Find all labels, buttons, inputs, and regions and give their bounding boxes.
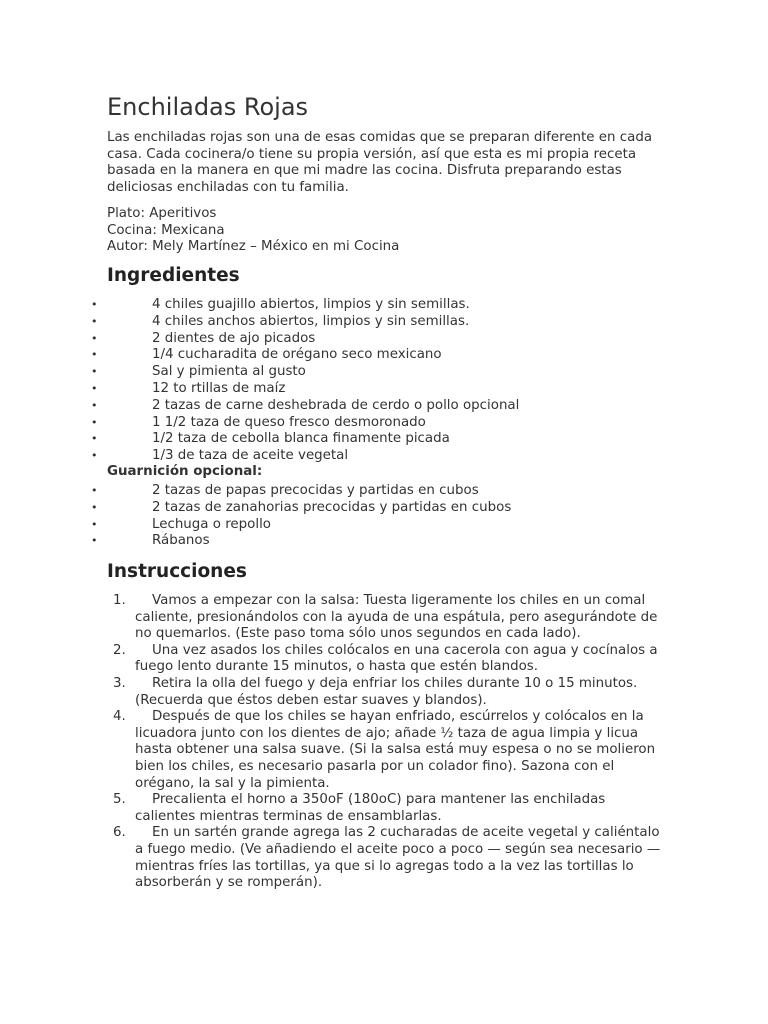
step-text: En un sartén grande agrega las 2 cucharadas de aceite vegetal y caliéntalo a fuego medio. (Ve añadiendo el aceite poco a poco — según sea necesario — mientras fríes las tortillas, ya que si lo agregas todo a la vez las tortillas lo absorberán y se romperán). — [135, 825, 661, 891]
recipe-intro: Las enchiladas rojas son una de esas comidas que se preparan diferente en cada casa. Cada cocinera/o tiene su propia versión, así que esta es mi propia receta basada en la manera en que mi madre las cocina. Disfruta preparando estas deliciosas enchiladas con tu familia. — [107, 130, 653, 195]
step-text: Una vez asados los chiles colócalos en una cacerola con agua y cocínalos a fuego lento durante 15 minutos, o hasta que estén blandos. — [135, 642, 658, 675]
list-item — [0, 676, 663, 709]
garnish-text: 2 tazas de zanahorias precocidas y partidas en cubos — [152, 499, 512, 515]
instructions-list — [0, 593, 663, 892]
recipe-title: Enchiladas Rojas — [107, 93, 309, 121]
ingredient-text: 1/3 de taza de aceite vegetal — [152, 448, 349, 464]
ingredient-text: 4 chiles anchos abiertos, limpios y sin semillas. — [152, 313, 470, 329]
step-number: 1. — [113, 593, 126, 608]
ingredient-text: 1/4 cucharadita de orégano seco mexicano — [152, 347, 442, 363]
step-number: 3. — [113, 675, 126, 691]
list-item — [0, 593, 663, 643]
list-item — [0, 792, 663, 825]
garnish-text: Rábanos — [152, 533, 210, 549]
step-text: Después de que los chiles se hayan enfriado, escúrrelos y colócalos en la licuadora junto con los dientes de ajo; añade ½ taza de agua limpia y licua hasta obtener una salsa suave. (Si la salsa está muy espesa o no se molieron bien los chiles, es necesario pasarla por un colador fino). Sazona con el orégano, la sal y la pimienta. — [135, 709, 656, 791]
step-number: 2. — [113, 642, 126, 658]
step-text: Precalienta el horno a 350oF (180oC) para mantener las enchiladas calientes mientras terminas de ensamblarlas. — [135, 792, 606, 824]
bullet-icon: • — [91, 534, 98, 548]
bullet-icon: • — [91, 331, 98, 345]
bullet-icon: • — [91, 365, 98, 379]
instructions-heading: Instrucciones — [107, 561, 247, 582]
list-item — [0, 825, 663, 891]
meta-author: Autor: Mely Martínez – México en mi Cocina — [107, 239, 400, 255]
bullet-icon: • — [91, 500, 98, 514]
meta-cuisine: Cocina: Mexicana — [107, 222, 225, 238]
step-number: 6. — [113, 825, 126, 841]
list-item — [0, 709, 663, 792]
garnish-text: Lechuga o repollo — [152, 516, 271, 532]
list-item — [0, 643, 663, 676]
garnish-text: 2 tazas de papas precocidas y partidas en cubos — [152, 483, 479, 498]
garnish-heading: Guarnición opcional: — [107, 464, 263, 479]
bullet-icon: • — [91, 348, 98, 362]
step-number: 5. — [113, 792, 126, 808]
step-text: Vamos a empezar con la salsa: Tuesta ligeramente los chiles en un comal caliente, presionándolos con la ayuda de una espátula, pero asegurándote de no quemarlos. (Este paso toma sólo unos segundos en cada lado). — [135, 593, 658, 642]
meta-dish: Plato: Aperitivos — [107, 206, 217, 221]
bullet-icon: • — [91, 517, 98, 531]
bullet-icon: • — [91, 314, 98, 328]
bullet-icon: • — [91, 415, 98, 429]
ingredient-text: 1 1/2 taza de queso fresco desmoronado — [152, 414, 426, 430]
step-text: Retira la olla del fuego y deja enfriar los chiles durante 10 o 15 minutos. (Recuerda que éstos deben estar suaves y blandos). — [135, 675, 638, 708]
bullet-icon: • — [91, 432, 98, 446]
recipe-meta — [107, 206, 399, 256]
ingredient-text: 1/2 taza de cebolla blanca finamente picada — [152, 431, 450, 447]
bullet-icon: • — [91, 298, 98, 311]
bullet-icon: • — [91, 381, 98, 395]
step-number: 4. — [113, 709, 126, 725]
bullet-icon: • — [91, 398, 98, 412]
ingredient-text: 2 tazas de carne deshebrada de cerdo o pollo opcional — [152, 397, 520, 413]
ingredients-heading: Ingredientes — [107, 265, 240, 286]
ingredient-text: 12 to rtillas de maíz — [152, 380, 286, 396]
ingredient-text: 4 chiles guajillo abiertos, limpios y sin semillas. — [152, 297, 470, 312]
bullet-icon: • — [91, 449, 98, 463]
ingredient-text: Sal y pimienta al gusto — [152, 364, 306, 380]
ingredient-text: 2 dientes de ajo picados — [152, 330, 316, 346]
bullet-icon: • — [91, 484, 98, 497]
